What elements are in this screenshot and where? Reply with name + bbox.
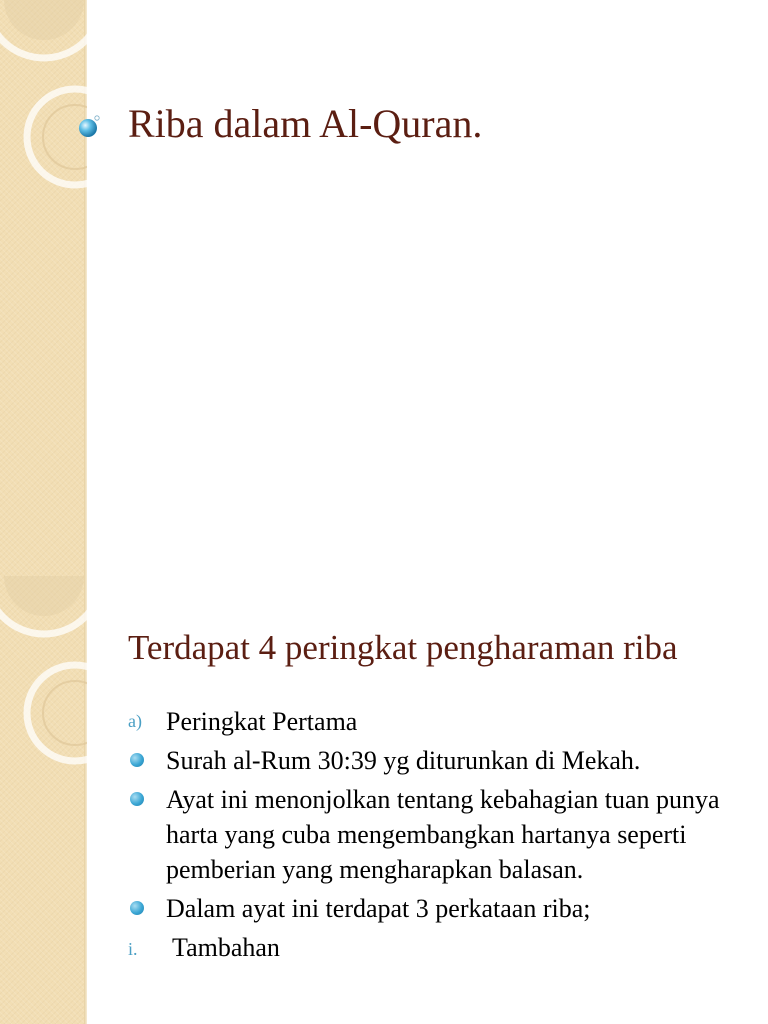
list-item-text: Tambahan	[172, 933, 280, 962]
list-item	[128, 782, 748, 887]
blue-dot-icon	[130, 901, 144, 915]
slide-1-title: Riba dalam Al-Quran.	[128, 101, 483, 146]
blue-sphere-icon	[76, 115, 100, 139]
blue-dot-icon	[130, 753, 144, 767]
list-marker: a)	[128, 711, 142, 731]
list-item-text: Dalam ayat ini terdapat 3 perkataan riba;	[166, 894, 591, 923]
list-item	[128, 930, 748, 965]
slide-2	[0, 576, 768, 1024]
list-item-text: Ayat ini menonjolkan tentang kebahagian tuan punya harta yang cuba mengembangkan hartanya seperti pemberian yang mengharapkan balasan.	[166, 785, 720, 884]
sidebar-ornament	[0, 576, 87, 776]
list-item-text: Surah al-Rum 30:39 yg diturunkan di Mekah.	[166, 746, 641, 775]
blue-dot-icon	[130, 792, 144, 806]
list-marker: i.	[128, 939, 138, 959]
content-list	[128, 704, 748, 969]
list-item	[128, 704, 748, 739]
sidebar-ornament	[0, 0, 87, 200]
list-item-text: Peringkat Pertama	[166, 707, 358, 736]
list-item	[128, 891, 748, 926]
list-item	[128, 743, 748, 778]
slide-2-title: Terdapat 4 peringkat pengharaman riba	[128, 628, 678, 667]
